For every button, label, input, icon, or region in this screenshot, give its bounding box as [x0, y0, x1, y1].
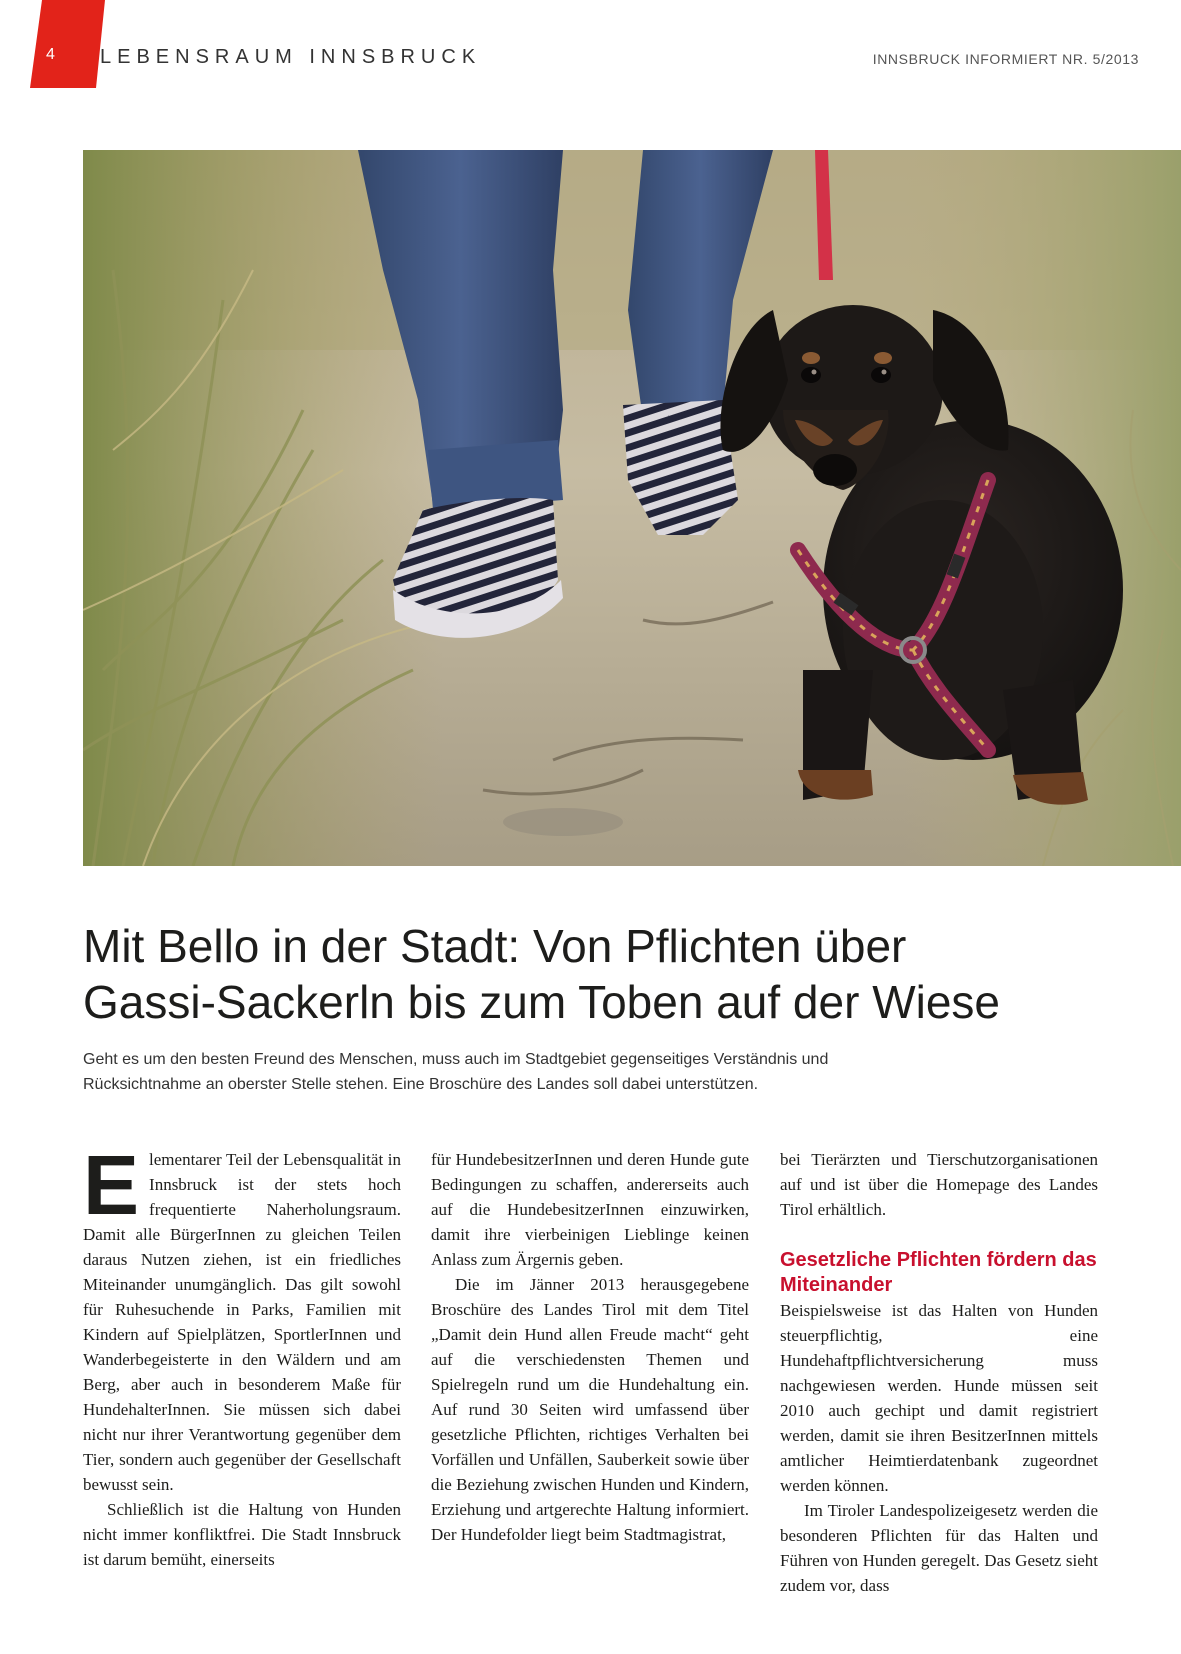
- paragraph: Schließlich ist die Haltung von Hunden nicht immer konfliktfrei. Die Stadt Innsbruck ist darum bemüht, einerseits: [83, 1500, 401, 1569]
- headline-line-2: Gassi-Sackerln bis zum Toben auf der Wiese: [83, 976, 1000, 1028]
- issue-label: INNSBRUCK INFORMIERT NR. 5/2013: [872, 51, 1139, 67]
- lead-line-1: Geht es um den besten Freund des Menschen, muss auch im Stadtgebiet gegenseitiges Verständnis und: [83, 1051, 829, 1068]
- article-column-2: [431, 1147, 749, 1547]
- dropcap: E: [83, 1138, 140, 1232]
- paragraph: lementarer Teil der Lebensqualität in Innsbruck ist der stets hoch frequentierte Naherholungsraum. Damit alle BürgerInnen zu gleichen Teilen daraus Nutzen ziehen, ist ein friedliches Miteinander unumgänglich. Das gilt sowohl für Ruhesuchende in Parks, Familien mit Kindern auf Spielplätzen, SportlerInnen und Wanderbegeisterte in den Wäldern und am Berg, aber auch in besonderem Maße für HundehalterInnen. Sie müssen sich dabei nicht nur ihrer Verantwortung gegenüber dem Tier, sondern auch gegenüber der Gesellschaft bewusst sein.: [83, 1150, 401, 1494]
- page-tab-shape: [30, 0, 105, 88]
- paragraph: Beispielsweise ist das Halten von Hunden steuerpflichtig, eine Hundehaftpflichtversicherung muss nachgewiesen werden. Hunde müssen seit 2010 auch gechipt und damit registriert werden, damit sie ihren BesitzerInnen mittels amtlicher Heimtierdatenbank zugeordnet werden können.: [780, 1301, 1098, 1495]
- lead-line-2: Rücksichtnahme an oberster Stelle stehen. Eine Broschüre des Landes soll dabei unterstützen.: [83, 1076, 759, 1093]
- article-column-1: [83, 1138, 401, 1572]
- paragraph: bei Tierärzten und Tierschutzorganisationen auf und ist über die Homepage des Landes Tirol erhältlich.: [780, 1150, 1098, 1219]
- headline-line-1: Mit Bello in der Stadt: Von Pflichten über: [83, 920, 907, 972]
- article-column-3: [780, 1147, 1098, 1598]
- article-headline: [83, 918, 1143, 1030]
- paragraph: Im Tiroler Landespolizeigesetz werden die besonderen Pflichten für das Halten und Führen von Hunden geregelt. Das Gesetz sieht zudem vor, dass: [780, 1501, 1098, 1595]
- dachshund-walk-photo: [83, 150, 1181, 866]
- article-lead: [83, 1047, 1123, 1097]
- subheading: Gesetzliche Pflichten fördern das Miteinander: [780, 1249, 1097, 1296]
- paragraph: Die im Jänner 2013 herausgegebene Broschüre des Landes Tirol mit dem Titel „Damit dein Hund allen Freude macht“ geht auf die verschiedensten Themen und Spielregeln rund um die Hundehaltung ein. Auf rund 30 Seiten wird umfassend über gesetzliche Pflichten, richtiges Verhalten bei Vorfällen und Unfällen, Sauberkeit sowie über die Beziehung zwischen Hunden und Kindern, Erziehung und artgerechte Haltung informiert. Der Hundefolder liegt beim Stadtmagistrat,: [431, 1275, 749, 1544]
- page-number: 4: [46, 46, 55, 63]
- paragraph: für HundebesitzerInnen und deren Hunde gute Bedingungen zu schaffen, andererseits auch auf die HundebesitzerInnen einzuwirken, damit ihre vierbeinigen Lieblinge keinen Anlass zum Ärgernis geben.: [431, 1150, 749, 1269]
- section-title: LEBENSRAUM INNSBRUCK: [100, 46, 482, 68]
